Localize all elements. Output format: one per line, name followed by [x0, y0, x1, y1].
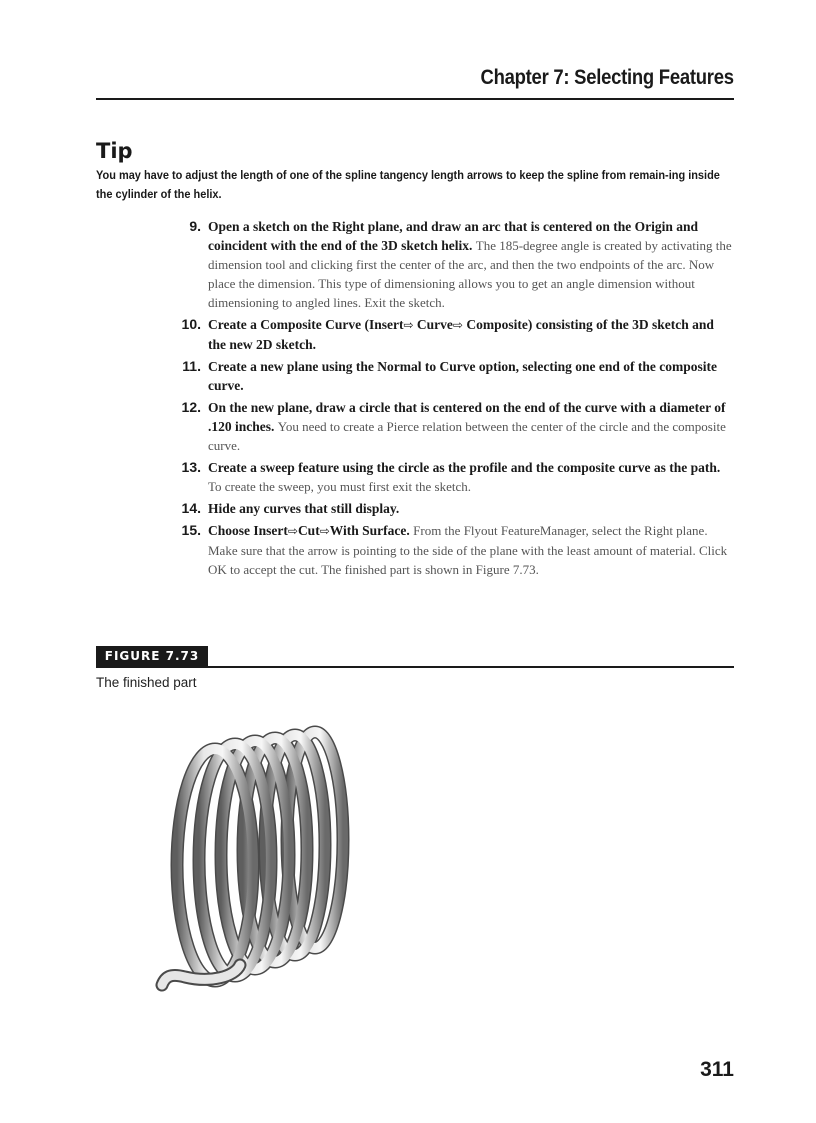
- list-item: [168, 217, 734, 312]
- tip-text: You may have to adjust the length of one of the spline tangency length arrows to keep the spline from remain-ing inside the cylinder of the helix.: [96, 168, 720, 201]
- arrow-icon: ⇨: [452, 318, 463, 332]
- arrow-icon: ⇨: [319, 524, 330, 538]
- page-number: 311: [700, 1058, 734, 1081]
- step-instruction: Choose Insert⇨Cut⇨With Surface.: [208, 523, 410, 538]
- step-detail: The 185-degree angle is created by activating the dimension tool and clicking first the center of the arc, and then the two endpoints of the arc. Now place the dimension. This type of dimensioning allows you to get an angle dimension without dimensioning to angled lines. Exit the sketch.: [208, 238, 732, 310]
- step-number: 11.: [182, 358, 201, 374]
- list-item: [168, 315, 734, 354]
- chapter-title: Chapter 7: Selecting Features: [480, 66, 734, 89]
- step-number: 15.: [181, 522, 201, 538]
- step-instruction: Create a Composite Curve (Insert⇨ Curve⇨ Composite) consisting of the 3D sketch and the new 2D sketch.: [208, 317, 714, 352]
- list-item: [168, 458, 734, 496]
- list-item: [168, 357, 734, 395]
- step-number: 10.: [181, 316, 201, 332]
- step-detail: You need to create a Pierce relation between the center of the circle and the composite curve.: [208, 419, 726, 453]
- helix-spring-illustration: [140, 715, 400, 1005]
- list-item: [168, 521, 734, 579]
- arrow-icon: ⇨: [403, 318, 414, 332]
- step-number: 13.: [181, 459, 201, 475]
- step-detail: From the Flyout FeatureManager, select the Right plane. Make sure that the arrow is pointing to the side of the plane with the least amount of material. Click OK to accept the cut. The finished part is shown in Figure 7.73.: [208, 523, 728, 577]
- page-header: [96, 62, 734, 100]
- tip-heading: Tip: [96, 139, 133, 163]
- step-instruction: Create a new plane using the Normal to Curve option, selecting one end of the composite curve.: [208, 359, 717, 393]
- figure-bar: [96, 646, 734, 668]
- figure-caption: The finished part: [96, 675, 197, 690]
- list-item: [168, 499, 734, 518]
- step-instruction: On the new plane, draw a circle that is centered on the end of the curve with a diameter of .120 inches.: [208, 400, 726, 434]
- step-number: 9.: [189, 218, 201, 234]
- step-detail: To create the sweep, you must first exit the sketch.: [208, 479, 471, 494]
- step-instruction: Hide any curves that still display.: [208, 501, 400, 516]
- figure-label: FIGURE 7.73: [96, 646, 208, 666]
- step-number: 14.: [181, 500, 201, 516]
- arrow-icon: ⇨: [287, 524, 298, 538]
- step-instruction: Open a sketch on the Right plane, and draw an arc that is centered on the Origin and coincident with the end of the 3D sketch helix.: [208, 219, 699, 253]
- step-instruction: Create a sweep feature using the circle as the profile and the composite curve as the path.: [208, 460, 721, 475]
- list-item: [168, 398, 734, 455]
- steps-list: [168, 217, 734, 582]
- step-number: 12.: [181, 399, 201, 415]
